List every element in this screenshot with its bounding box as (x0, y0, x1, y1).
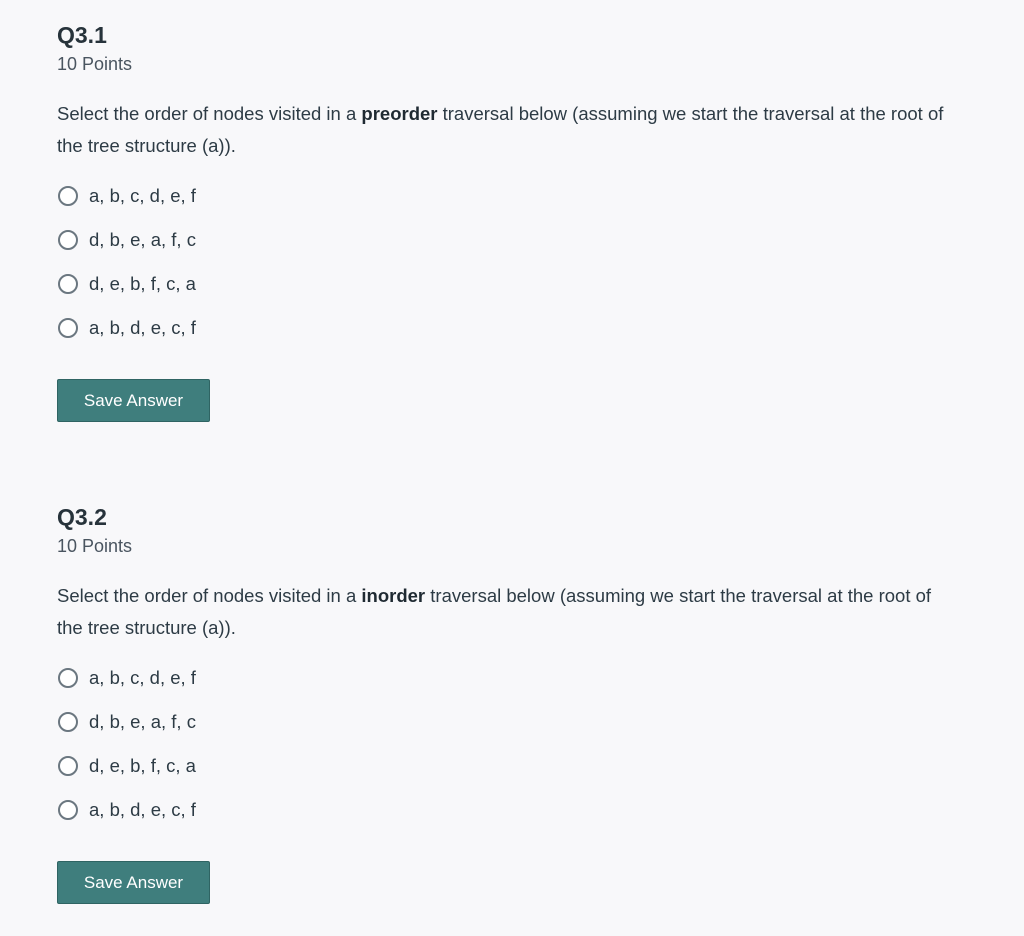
answer-option-label[interactable]: a, b, c, d, e, f (89, 667, 196, 688)
answer-option-label[interactable]: a, b, d, e, c, f (89, 799, 196, 820)
answer-option-label[interactable]: d, b, e, a, f, c (89, 229, 196, 250)
question-prompt (57, 98, 957, 162)
answer-options (57, 174, 977, 350)
answer-option-label[interactable]: d, b, e, a, f, c (89, 711, 196, 732)
save-answer-button[interactable]: Save Answer (57, 861, 210, 904)
prompt-text-after: traversal below (assuming we start the traversal at the root of the tree structure (a)). (57, 585, 932, 638)
radio-button[interactable] (58, 756, 78, 776)
radio-button[interactable] (58, 800, 78, 820)
radio-button[interactable] (58, 712, 78, 732)
radio-button[interactable] (58, 186, 78, 206)
prompt-text-after: traversal below (assuming we start the traversal at the root of the tree structure (a)). (57, 103, 944, 156)
answer-option[interactable] (57, 218, 977, 262)
question-prompt (57, 580, 957, 644)
prompt-text-before: Select the order of nodes visited in a (57, 585, 362, 606)
question-q3-2 (57, 502, 977, 892)
radio-button[interactable] (58, 668, 78, 688)
prompt-keyword: preorder (361, 103, 438, 124)
answer-option[interactable] (57, 174, 977, 218)
question-points: 10 Points (57, 54, 133, 74)
question-points: 10 Points (57, 536, 133, 556)
question-title: Q3.1 (57, 22, 107, 48)
prompt-keyword: inorder (361, 585, 426, 606)
answer-option[interactable] (57, 262, 977, 306)
question-title: Q3.2 (57, 504, 107, 530)
answer-options (57, 656, 977, 832)
question-q3-1 (57, 20, 977, 410)
answer-option[interactable] (57, 788, 977, 832)
radio-button[interactable] (58, 318, 78, 338)
answer-option-label[interactable]: d, e, b, f, c, a (89, 755, 196, 776)
answer-option[interactable] (57, 700, 977, 744)
answer-option-label[interactable]: d, e, b, f, c, a (89, 273, 196, 294)
answer-option-label[interactable]: a, b, d, e, c, f (89, 317, 196, 338)
prompt-text-before: Select the order of nodes visited in a (57, 103, 362, 124)
answer-option[interactable] (57, 306, 977, 350)
answer-option[interactable] (57, 744, 977, 788)
radio-button[interactable] (58, 230, 78, 250)
answer-option-label[interactable]: a, b, c, d, e, f (89, 185, 196, 206)
answer-option[interactable] (57, 656, 977, 700)
radio-button[interactable] (58, 274, 78, 294)
save-answer-button[interactable]: Save Answer (57, 379, 210, 422)
